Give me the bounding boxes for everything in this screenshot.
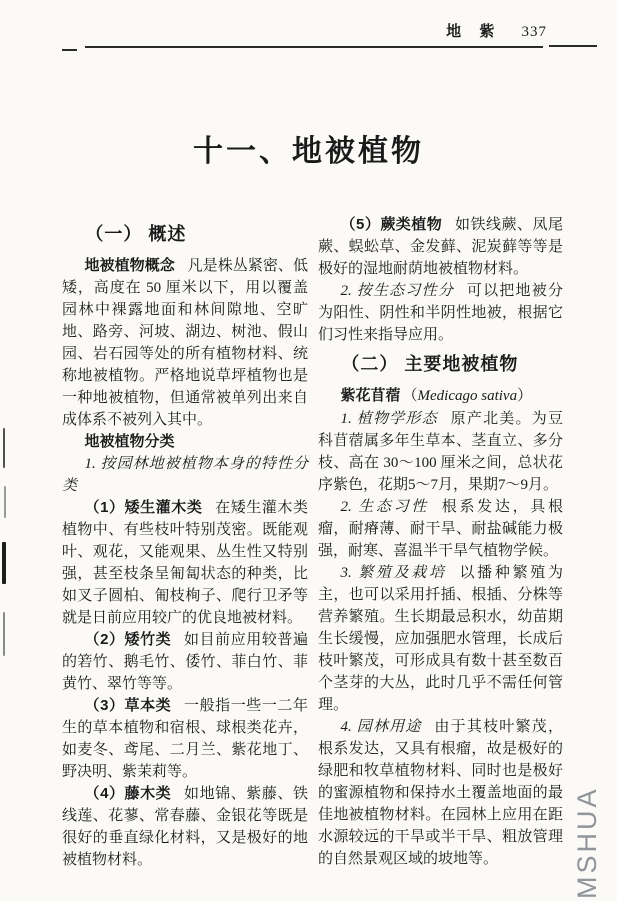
- paragraph-lead: （3）草本类: [84, 697, 172, 714]
- paragraph: 1. 植物学形态 原产北美。为豆科苜蓿属多年生草本、茎直立、多分枝、高在 30～100 厘米之间，总状花序紫色，花期5～7月，果期7～9月。: [318, 411, 563, 493]
- paragraph-lead: 2. 按生态习性分: [340, 283, 455, 299]
- paragraph: 4. 园林用途 由于其枝叶繁茂，根系发达，又具有根瘤，故是极好的绿肥和牧草植物材料、同时也是极好的蜜源植物和保持水土覆盖地面的最佳地被植物材料。在园林上应用在距水源较远的干旱或半干旱、粗放管理的自然景观区域的坡地等。: [318, 719, 563, 867]
- paragraph: （3）草本类 一般指一些一二年生的草本植物和宿根、球根类花卉，如麦冬、鸢尾、二月兰、紫花地丁、野决明、紫茉莉等。: [62, 697, 308, 780]
- entry-latin-name: Medicago sativa: [417, 388, 518, 404]
- watermark: MSHUA: [572, 786, 602, 899]
- paragraph: 3. 繁殖及栽培 以播种繁殖为主，也可以采用扦插、根插、分株等营养繁殖。生长期最忌积水，幼苗期生长缓慢，应加强肥水管理，长成后枝叶繁茂，可形成具有数十甚至数百个茎芽的大丛，此时几乎不需任何管理。: [318, 565, 563, 713]
- paragraph-lead: 1. 按园林地被植物本身的特性分类: [62, 456, 308, 494]
- paragraph-lead: （1）矮生灌木类: [84, 499, 203, 516]
- paragraph-lead: 4. 园林用途: [340, 719, 422, 735]
- paragraph: [62, 431, 308, 453]
- scan-artifact: [2, 542, 6, 584]
- header-rule-dash: [62, 49, 77, 51]
- header-rule-right: [549, 45, 597, 47]
- paragraph: （2）矮竹类 如目前应用较普遍的箬竹、鹅毛竹、倭竹、菲白竹、菲黄竹、翠竹等等。: [62, 631, 308, 692]
- paragraph-lead: 3. 繁殖及栽培: [340, 565, 447, 581]
- paragraph: 2. 按生态习性分 可以把地被分为阳性、阴性和半阴性地被，根据它们习性来指导应用。: [318, 283, 563, 343]
- left-column: [62, 216, 308, 871]
- paragraph: （5）蕨类植物 如铁线蕨、凤尾蕨、蜈蚣草、金发藓、泥炭藓等等是极好的湿地耐荫地被植物材料。: [318, 216, 563, 277]
- section-heading: （一） 概述: [85, 224, 187, 244]
- chapter-title: 十一、地被植物: [193, 135, 424, 168]
- scan-artifact: [3, 612, 5, 656]
- running-head: [446, 20, 547, 41]
- paragraph-lead: 2. 生态习性: [340, 499, 430, 515]
- paragraph-lead: （5）蕨类植物: [340, 216, 443, 233]
- paragraph-lead: 地被植物概念: [84, 257, 175, 274]
- header-rule-main: [85, 46, 543, 48]
- scan-artifact: [4, 486, 6, 518]
- entry-cn-name: 紫花苜蓿: [340, 387, 401, 404]
- scan-artifact: [3, 428, 5, 468]
- paragraph: 2. 生态习性 根系发达，具根瘤，耐瘠薄、耐干旱、耐盐碱能力极强，耐寒、喜温半干旱气植物学候。: [318, 499, 563, 559]
- right-column: [318, 214, 563, 870]
- running-title: 地 紫: [446, 23, 502, 40]
- paragraph-lead: 1. 植物学形态: [340, 411, 438, 427]
- paragraph: （1）矮生灌木类 在矮生灌木类植物中、有些枝叶特别茂密。既能观叶、观花，又能观果、丛生性又特别强，甚至枝条呈匍匐状态的种类，比如叉子圆柏、匍枝栒子、爬行卫矛等就是日前应用较广的优良地被材料。: [62, 499, 308, 626]
- paragraph-lead: （4）藤木类: [84, 785, 172, 802]
- paragraph: （4）藤木类 如地锦、紫藤、铁线莲、花蓼、常春藤、金银花等既是很好的垂直绿化材料，又是极好的地被植物材料。: [62, 785, 308, 868]
- section-heading: （二） 主要地被植物: [341, 354, 519, 374]
- paragraph: 地被植物概念 凡是株丛紧密、低矮，高度在 50 厘米以下，用以覆盖园林中裸露地面和林间隙地、空旷地、路旁、河坡、湖边、树池、假山园、岩石园等处的所有植物材料、统称地被植物。严格地说草坪植物也是一种地被植物，但通常被单列出来自成体系不被列入其中。: [62, 257, 308, 428]
- paragraph: [62, 453, 308, 497]
- paragraph-lead: 地被植物分类: [84, 433, 175, 450]
- paragraph-lead: （2）矮竹类: [84, 631, 172, 648]
- page-number: 337: [521, 24, 547, 40]
- entry-title: 紫花苜蓿 （Medicago sativa）: [340, 387, 533, 404]
